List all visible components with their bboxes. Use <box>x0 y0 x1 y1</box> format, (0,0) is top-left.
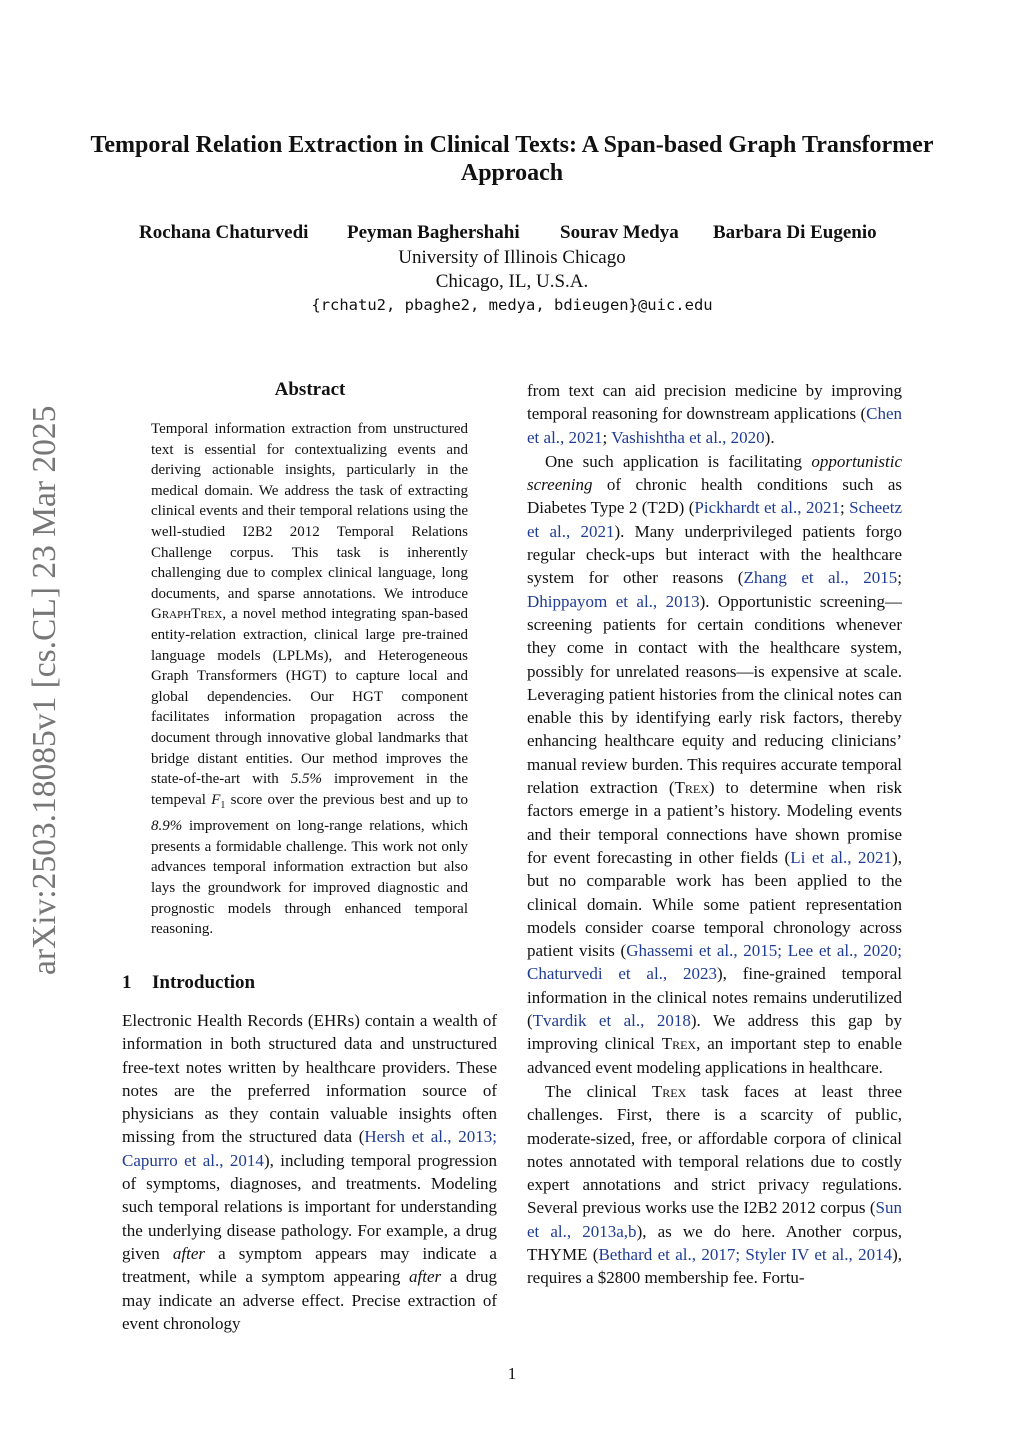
arxiv-identifier: arXiv:2503.18085v1 [cs.CL] 23 Mar 2025 <box>26 405 63 975</box>
abstract-heading: Abstract <box>274 379 346 400</box>
trex-term: Trex <box>661 1034 697 1054</box>
section-title: Introduction <box>152 972 256 993</box>
location: Chicago, IL, U.S.A. <box>435 271 589 292</box>
author-emails[interactable]: {rchatu2, pbaghe2, medya, bdieugen}@uic.edu <box>311 296 713 314</box>
affiliation-block <box>0 246 1024 294</box>
section-number: 1 <box>122 972 132 993</box>
trex-term: Trex <box>651 1081 687 1101</box>
citation-link[interactable]: Vashishtha et al., 2020 <box>611 427 765 447</box>
citation-link[interactable]: Zhang et al., 2015 <box>743 568 898 588</box>
metric-f1: $F_1$ <box>211 791 226 811</box>
intro-paragraph-2: One such application is facilitating opportunistic screening of chronic health conditions such as Diabetes Type 2 (T2D) (Pickhardt et al., 2021; Scheetz et al., 2021). Many underprivileged patients forgo regular check-ups but interact with the healthcare system for other reasons (Zhang et al., 2015; Dhippayom et al., 2013). Opportunistic screening—screening patients for certain conditions whenever they come in contact with the healthcare system, possibly for unrelated reasons—is expensive at scale. Leveraging patient histories from the clinical notes can enable this by identifying early risk factors, thereby enhancing healthcare equity and reducing clinicians’ manual review burden. This requires accurate temporal relation extraction (Trex) to determine when risk factors emerge in a patient’s history. Modeling events and their temporal connections have shown promise for event forecasting in other fields (Li et al., 2021), but no comparable work has been applied to the clinical domain. While some patient representation models consider coarse temporal chronology across patient visits (Ghassemi et al., 2015; Lee et al., 2020; Chaturvedi et al., 2023), fine-grained temporal information in the clinical notes remains underutilized (Tvardik et al., 2018). We address this gap by improving clinical Trex, an important step to enable advanced event modeling applications in healthcare. <box>527 451 902 1077</box>
citation-link[interactable]: Tvardik et al., 2018 <box>532 1011 691 1031</box>
citation-link[interactable]: Hersh et al., 2013; Capurro et al., 2014 <box>122 1127 498 1170</box>
citation-link[interactable]: Sun et al., 2013a,b <box>527 1198 902 1241</box>
section-heading-introduction <box>122 972 255 994</box>
author-name: Sourav Medya <box>560 222 679 243</box>
intro-paragraph-1-continued: from text can aid precision medicine by improving temporal reasoning for downstream applications (Chen et al., 2021; Vashishtha et al., 2020). <box>527 381 902 447</box>
trex-term: Trex <box>674 778 709 798</box>
citation-link[interactable]: Chen et al., 2021 <box>527 404 902 447</box>
citation-link[interactable]: Dhippayom et al., 2013 <box>527 591 700 611</box>
citation-link[interactable]: Ghassemi et al., 2015; Lee et al., 2020; Chaturvedi et al., 2023 <box>527 941 902 984</box>
affiliation: University of Illinois Chicago <box>398 247 626 268</box>
intro-paragraph-1: Electronic Health Records (EHRs) contain a wealth of information in both structured data and unstructured free-text notes written by healthcare providers. These notes are the preferred information source of physicians as they contain valuable insights often missing from the structured data (Hersh et al., 2013; Capurro et al., 2014), including temporal progression of symptoms, diagnoses, and treatments. Modeling such temporal relations is important for understanding the underlying disease pathology. For example, a drug given after a symptom appears may indicate a treatment, while a symptom appearing after a drug may indicate an adverse effect. Precise extraction of event chronology <box>122 1011 498 1333</box>
right-column <box>527 379 902 1290</box>
abstract-text: Temporal information extraction from unstructured text is essential for contextualizing events and deriving actionable insights, particularly in the medical domain. We address the task of extracting clinical events and their temporal relations using the well-studied I2B2 2012 Temporal Relations Challenge corpus. This task is inherently challenging due to complex clinical language, long documents, and sparse annotations. We introduce GraphTrex, a novel method integrating span-based entity-relation extraction, clinical large pre-trained language models (LPLMs), and Heterogeneous Graph Transformers (HGT) to capture local and global dependencies. Our HGT component facilitates information propagation across the document through innovative global landmarks that bridge distant entities. Our method improves the state-of-the-art with 5.5% improvement in the tempeval $F_1$ score over the previous best and up to 8.9% improvement on long-range relations, which presents a formidable challenge. This work not only advances temporal information extraction but also lays the groundwork for improved diagnostic and prognostic models through enhanced temporal reasoning. <box>151 421 468 938</box>
citation-link[interactable]: Scheetz et al., 2021 <box>527 498 902 541</box>
method-name: GraphTrex <box>151 606 223 623</box>
paper-title: Temporal Relation Extraction in Clinical Texts: A Span-based Graph Transformer Approach <box>90 132 934 186</box>
author-name: Barbara Di Eugenio <box>713 222 877 243</box>
citation-link[interactable]: Li et al., 2021 <box>790 847 893 867</box>
author-name: Peyman Baghershahi <box>347 222 520 243</box>
page-number: 1 <box>507 1364 517 1383</box>
citation-link[interactable]: Bethard et al., 2017; Styler IV et al., 2014 <box>598 1244 893 1264</box>
author-name: Rochana Chaturvedi <box>139 222 309 243</box>
citation-link[interactable]: Pickhardt et al., 2021 <box>694 498 840 518</box>
intro-paragraph-3: The clinical Trex task faces at least three challenges. First, there is a scarcity of public, moderate-sized, free, or affordable corpora of clinical notes annotated with temporal relations due to costly expert annotations and strict privacy regulations. Several previous works use the I2B2 2012 corpus (Sun et al., 2013a,b), as we do here. Another corpus, THYME (Bethard et al., 2017; Styler IV et al., 2014), requires a $2800 membership fee. Fortu- <box>527 1081 902 1288</box>
